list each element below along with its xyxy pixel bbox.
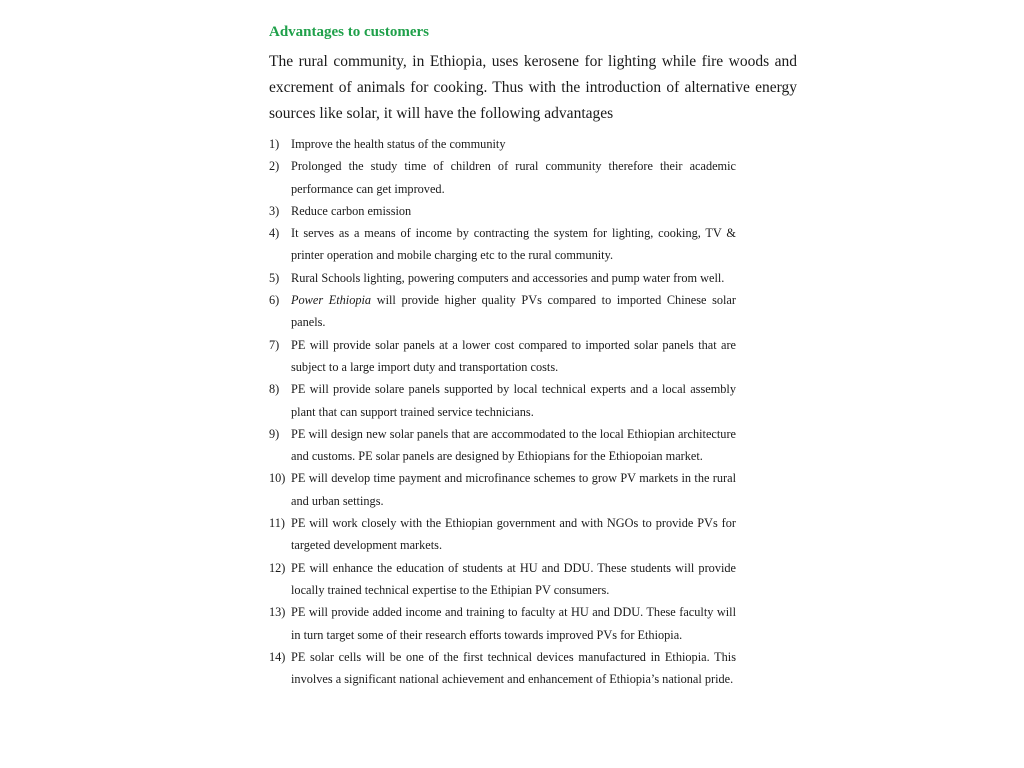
list-item [269, 334, 736, 379]
item-number: 2) [269, 159, 280, 174]
list-item [269, 601, 736, 646]
item-number: 11) [269, 516, 285, 531]
item-text: PE will provide added income and training to faculty at HU and DDU. These faculty will in turn target some of their research efforts towards improved PVs for Ethiopia. [291, 605, 736, 642]
item-number: 8) [269, 382, 280, 397]
document-page [269, 22, 799, 690]
item-text: PE will work closely with the Ethiopian government and with NGOs to provide PVs for targeted development markets. [291, 516, 736, 553]
list-item [269, 133, 736, 155]
item-number: 5) [269, 270, 280, 285]
item-text: will provide higher quality PVs compared to imported Chinese solar panels. [291, 293, 736, 330]
item-text: PE will design new solar panels that are accommodated to the local Ethiopian architecture and customs. PE solar panels are designed by Ethiopians for the Ethiopoian market. [291, 426, 736, 464]
list-item [269, 423, 736, 468]
item-text: Rural Schools lighting, powering computers and accessories and pump water from well. [291, 270, 725, 285]
item-number: 4) [269, 226, 280, 241]
item-text: PE will develop time payment and microfinance schemes to grow PV markets in the rural and urban settings. [291, 471, 736, 508]
list-item [269, 222, 736, 267]
item-text: Prolonged the study time of children of rural community therefore their academic performance can get improved. [291, 159, 736, 196]
item-number: 3) [269, 203, 280, 218]
item-text: Improve the health status of the community [291, 137, 506, 151]
advantages-list [269, 133, 736, 690]
list-item [269, 200, 736, 222]
item-text: PE will provide solare panels supported by local technical experts and a local assembly plant that can support trained service technicians. [291, 382, 736, 419]
list-item [269, 512, 736, 557]
intro-paragraph: The rural community, in Ethiopia, uses kerosene for lighting while fire woods and excrement of animals for cooking. Thus with the introduction of alternative energy sources like solar, it will have the following advantages [269, 53, 797, 122]
item-number: 1) [269, 137, 280, 151]
list-item [269, 289, 736, 334]
item-number: 10) [269, 471, 286, 486]
item-text: It serves as a means of income by contracting the system for lighting, cooking, TV & printer operation and mobile charging etc to the rural community. [291, 226, 736, 263]
item-number: 9) [269, 426, 280, 441]
list-item [269, 467, 736, 512]
item-text: PE will enhance the education of students at HU and DDU. These students will provide locally trained technical expertise to the Ethipian PV consumers. [291, 560, 736, 597]
list-item [269, 267, 736, 289]
item-number: 12) [269, 560, 286, 575]
list-item [269, 646, 736, 691]
company-name-italic: Power Ethiopia [291, 293, 372, 308]
item-number: 7) [269, 337, 280, 352]
item-text: PE solar cells will be one of the first technical devices manufactured in Ethiopia. This involves a significant national achievement and enhancement of Ethiopia’s national pride. [291, 649, 736, 687]
item-number: 13) [269, 605, 286, 620]
item-text: PE will provide solar panels at a lower cost compared to imported solar panels that are subject to a large import duty and transportation costs. [291, 337, 736, 374]
item-number: 6) [269, 293, 280, 308]
section-heading: Advantages to customers [269, 24, 429, 40]
list-item [269, 378, 736, 423]
item-text: Reduce carbon emission [291, 203, 412, 218]
item-number: 14) [269, 649, 286, 664]
list-item [269, 557, 736, 602]
list-item [269, 155, 736, 200]
